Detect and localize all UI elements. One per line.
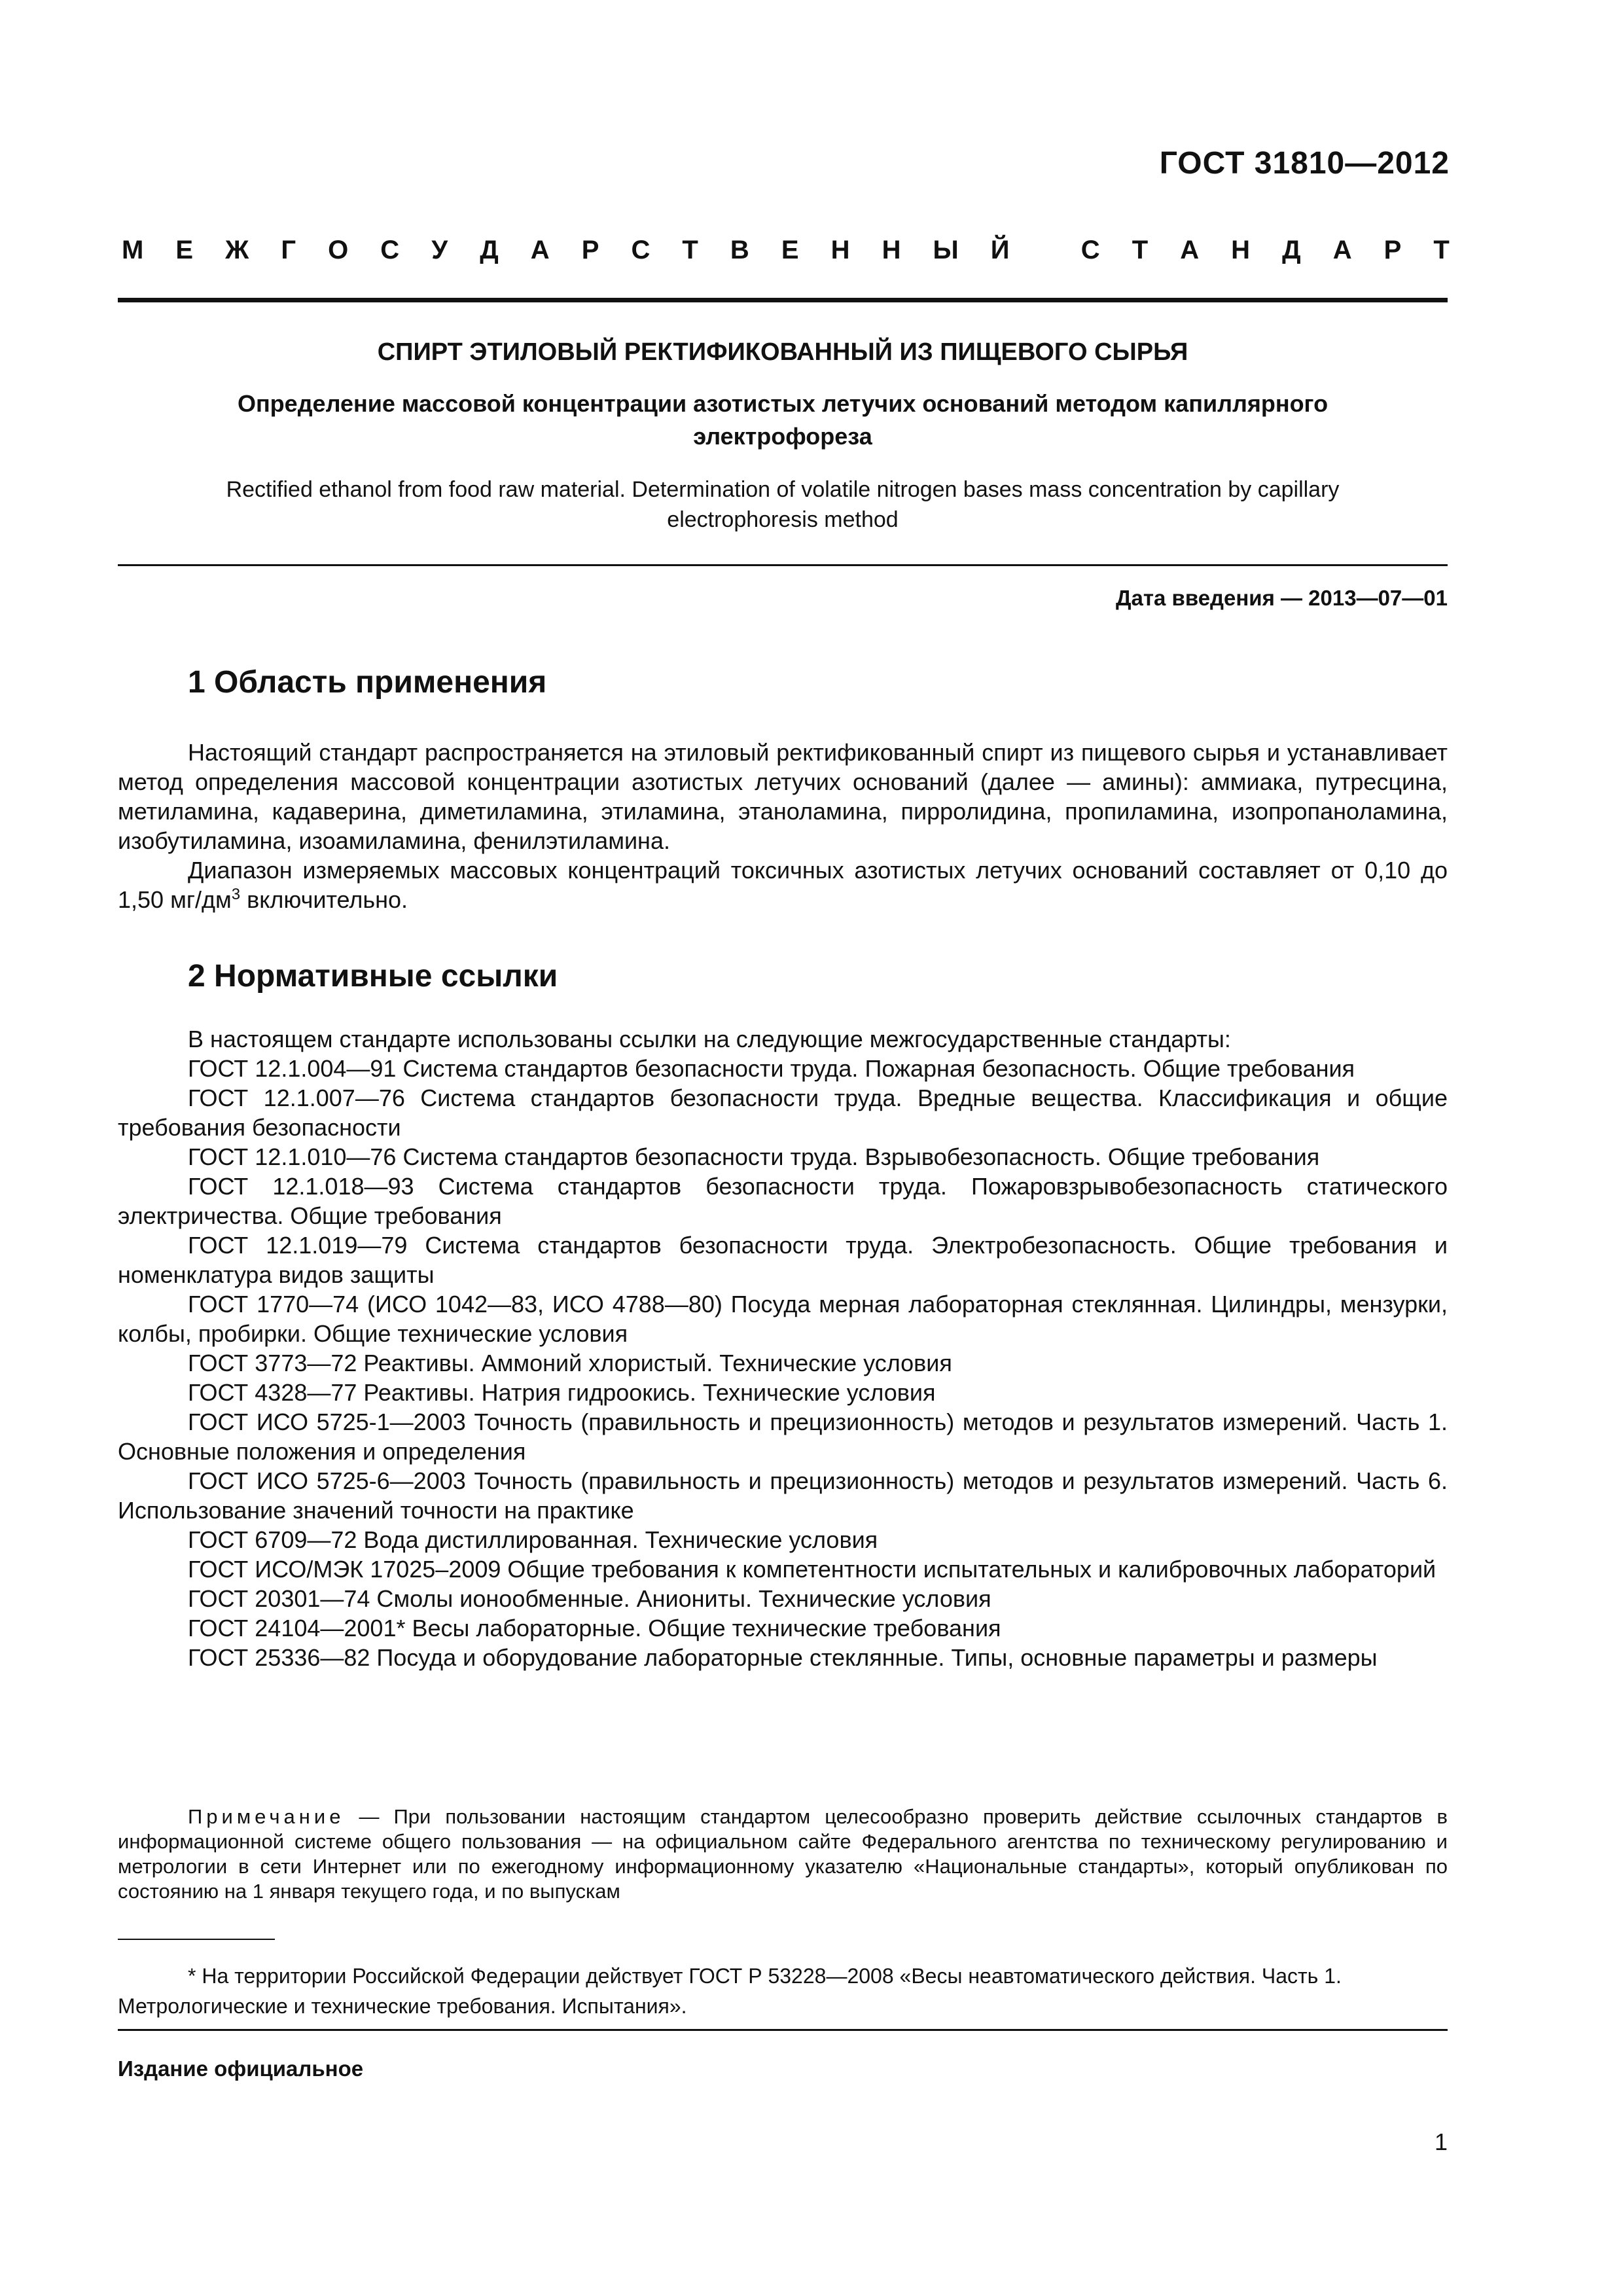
range-paragraph	[118, 855, 1448, 914]
note-text: — При пользовании настоящим стандартом целесообразно проверить действие ссылочных стандартов в информационной системе общего пользования — на официальном сайте Федерального агентства по техническому регулированию и метрологии в сети Интернет или по ежегодному информационному указателю «Национальные стандарты», который опубликован по состоянию на 1 января текущего года, и по выпускам	[118, 1805, 1448, 1903]
note-paragraph	[118, 1804, 1448, 1904]
standard-type-heading	[122, 236, 1450, 265]
section-1-heading: 1 Область применения	[188, 665, 547, 700]
letter: Т	[682, 236, 698, 264]
footer-divider	[118, 2029, 1448, 2031]
section-2-body	[118, 1024, 1448, 1672]
introduction-date: Дата введения — 2013—07—01	[1116, 586, 1448, 610]
letter: М	[122, 236, 144, 264]
letter: Й	[990, 236, 1010, 264]
letter: А	[1180, 236, 1200, 264]
note-label: Примечание	[188, 1805, 345, 1828]
letter: С	[1080, 236, 1100, 264]
letter: Н	[882, 236, 901, 264]
reference-item: ГОСТ 12.1.004—91 Система стандартов безопасности труда. Пожарная безопасность. Общие требования	[188, 1055, 1355, 1082]
title-divider	[118, 564, 1448, 566]
reference-item: ГОСТ 6709—72 Вода дистиллированная. Технические условия	[188, 1526, 878, 1553]
letter: Т	[1132, 236, 1149, 264]
range-exponent: 3	[231, 886, 241, 903]
letter: А	[1332, 236, 1352, 264]
references-intro: В настоящем стандарте использованы ссылки на следующие межгосударственные стандарты:	[188, 1026, 1231, 1052]
letter: Ж	[225, 236, 249, 264]
subtitle-russian	[118, 387, 1448, 453]
note-block	[118, 1804, 1448, 1904]
reference-item: ГОСТ 12.1.019—79 Система стандартов безопасности труда. Электробезопасность. Общие требования и номенклатура видов защиты	[118, 1232, 1448, 1288]
letter: В	[730, 236, 749, 264]
reference-item: ГОСТ ИСО/МЭК 17025–2009 Общие требования к компетентности испытательных и калибровочных лабораторий	[188, 1556, 1436, 1583]
letter: Г	[281, 236, 296, 264]
reference-item: ГОСТ 25336—82 Посуда и оборудование лабораторные стеклянные. Типы, основные параметры и размеры	[188, 1644, 1378, 1671]
range-suffix: включительно.	[240, 886, 408, 913]
reference-item: ГОСТ ИСО 5725-1—2003 Точность (правильность и прецизионность) методов и результатов измерений. Часть 1. Основные положения и определения	[118, 1408, 1448, 1465]
section-2-heading: 2 Нормативные ссылки	[188, 959, 558, 994]
title-english	[118, 475, 1448, 535]
letter: У	[431, 236, 448, 264]
reference-item: ГОСТ 1770—74 (ИСО 1042—83, ИСО 4788—80) Посуда мерная лабораторная стеклянная. Цилиндры, мензурки, колбы, пробирки. Общие технические условия	[118, 1291, 1448, 1347]
title-russian: СПИРТ ЭТИЛОВЫЙ РЕКТИФИКОВАННЫЙ ИЗ ПИЩЕВОГО СЫРЬЯ	[377, 338, 1188, 366]
letter: Ы	[933, 236, 959, 264]
footnote-divider	[118, 1939, 275, 1940]
reference-item: ГОСТ 3773—72 Реактивы. Аммоний хлористый. Технические условия	[188, 1350, 952, 1376]
letter: Р	[581, 236, 599, 264]
letter: О	[328, 236, 349, 264]
header-divider	[118, 298, 1448, 302]
official-edition-label: Издание официальное	[118, 2056, 364, 2081]
letter: Д	[1282, 236, 1301, 264]
letter: Е	[781, 236, 799, 264]
reference-item: ГОСТ 4328—77 Реактивы. Натрия гидроокись. Технические условия	[188, 1379, 936, 1406]
page-number: 1	[1434, 2128, 1448, 2155]
document-number: ГОСТ 31810—2012	[1159, 146, 1450, 181]
reference-item: ГОСТ 12.1.018—93 Система стандартов безопасности труда. Пожаровзрывобезопасность статического электричества. Общие требования	[118, 1173, 1448, 1229]
scope-paragraph: Настоящий стандарт распространяется на этиловый ректификованный спирт из пищевого сырья и устанавливает метод определения массовой концентрации азотистых летучих оснований (далее — амины): аммиака, путресцина, метиламина, кадаверина, диметиламина, этиламина, этаноламина, пирролидина, пропиламина, изопропаноламина, изобутиламина, изоамиламина, фенилэтиламина.	[118, 739, 1448, 854]
letter: Д	[480, 236, 499, 264]
letter: С	[380, 236, 400, 264]
footnote-text: * На территории Российской Федерации действует ГОСТ Р 53228—2008 «Весы неавтоматического действия. Часть 1. Метрологические и технические требования. Испытания».	[118, 1964, 1342, 2018]
letter: Н	[1231, 236, 1251, 264]
subtitle-line-2: электрофореза	[693, 423, 872, 450]
reference-item: ГОСТ 24104—2001* Весы лабораторные. Общие технические требования	[188, 1615, 1001, 1641]
reference-item: ГОСТ 12.1.007—76 Система стандартов безопасности труда. Вредные вещества. Классификация и общие требования безопасности	[118, 1085, 1448, 1141]
subtitle-line-1: Определение массовой концентрации азотистых летучих оснований методом капиллярного	[237, 390, 1329, 417]
reference-item: ГОСТ 20301—74 Смолы ионообменные. Аниониты. Технические условия	[188, 1585, 991, 1612]
reference-item: ГОСТ 12.1.010—76 Система стандартов безопасности труда. Взрывобезопасность. Общие требования	[188, 1143, 1320, 1170]
letter: Е	[175, 236, 194, 264]
letter: Т	[1433, 236, 1450, 264]
letter: Н	[830, 236, 850, 264]
footnote	[118, 1961, 1448, 2021]
range-text: Диапазон измеряемых массовых концентраций токсичных азотистых летучих оснований составляет от 0,10 до 1,50 мг/дм	[118, 857, 1448, 913]
letter: С	[631, 236, 651, 264]
letter: А	[530, 236, 550, 264]
section-1-body	[118, 738, 1448, 914]
letter: Р	[1383, 236, 1402, 264]
reference-item: ГОСТ ИСО 5725-6—2003 Точность (правильность и прецизионность) методов и результатов измерений. Часть 6. Использование значений точности на практике	[118, 1467, 1448, 1524]
title-english-line-1: Rectified ethanol from food raw material. Determination of volatile nitrogen bases mass concentration by capillary	[226, 477, 1340, 502]
title-english-line-2: electrophoresis method	[667, 507, 899, 532]
word-gap	[1042, 236, 1049, 265]
